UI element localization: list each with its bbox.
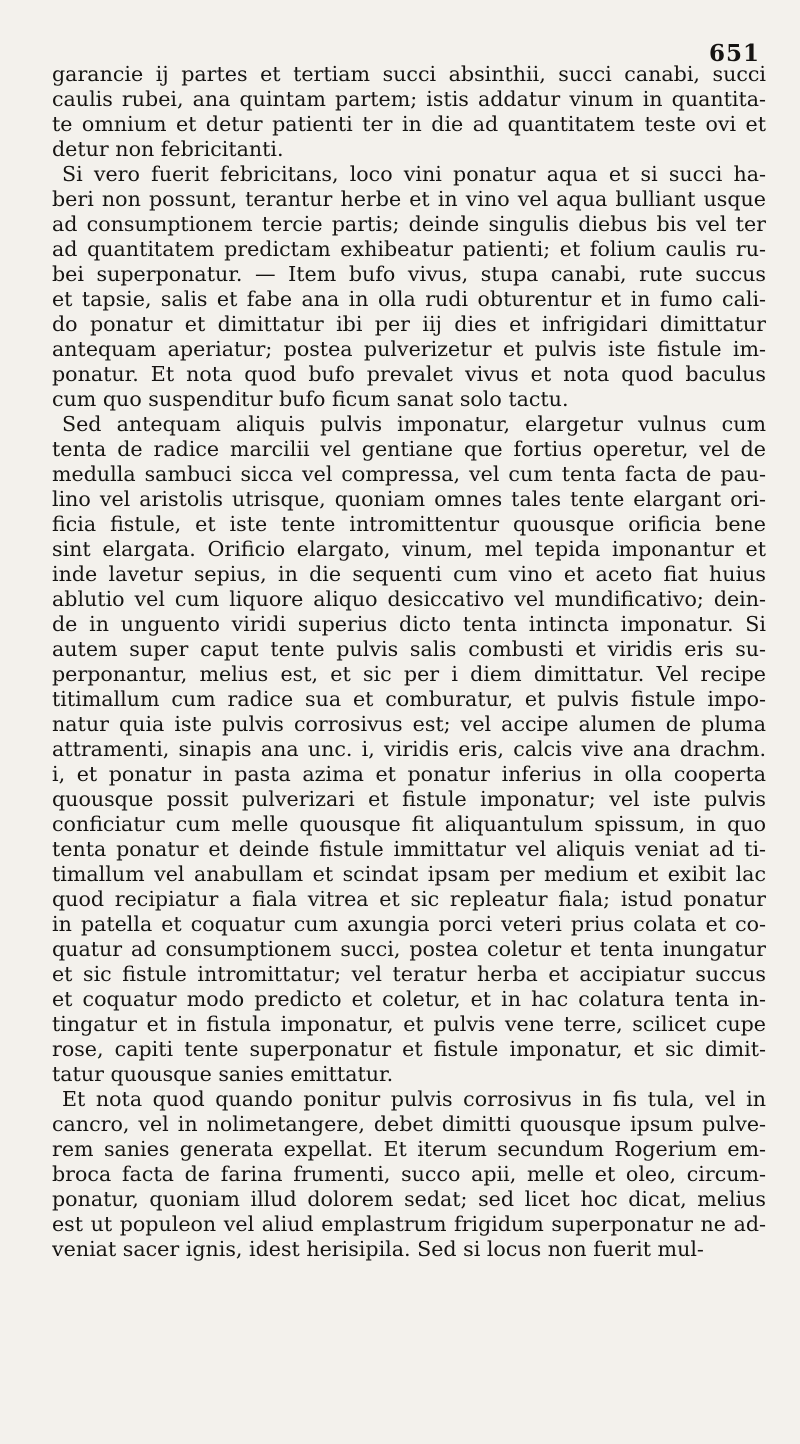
text-line: tenta ponatur et deinde fistule immittatur vel aliquis veniat ad ti- [52,837,766,861]
text-line: est ut populeon vel aliud emplastrum frigidum superponatur ne ad- [52,1212,766,1236]
text-line: Sed antequam aliquis pulvis imponatur, elargetur vulnus cum [62,412,766,436]
paragraph [52,162,766,412]
text-line: tatur quousque sanies emittatur. [52,1062,394,1086]
text-line: quousque possit pulverizari et fistule imponatur; vel iste pulvis [52,787,766,811]
text-line: titimallum cum radice sua et comburatur, et pulvis fistule impo- [52,687,766,711]
text-line: i, et ponatur in pasta azima et ponatur inferius in olla cooperta [52,762,766,786]
text-line: quod recipiatur a fiala vitrea et sic repleatur fiala; istud ponatur [52,887,766,911]
text-line: inde lavetur sepius, in die sequenti cum vino et aceto fiat huius [52,562,766,586]
text-line: detur non febricitanti. [52,137,284,161]
text-line: et tapsie, salis et fabe ana in olla rudi obturentur et in fumo cali- [52,287,766,311]
text-line: sint elargata. Orificio elargato, vinum, mel tepida imponantur et [52,537,766,561]
text-line: caulis rubei, ana quintam partem; istis addatur vinum in quantita- [52,87,766,111]
text-line: beri non possunt, terantur herbe et in vino vel aqua bulliant usque [52,187,766,211]
text-line: natur quia iste pulvis corrosivus est; vel accipe alumen de pluma [52,712,766,736]
text-line: perponantur, melius est, et sic per i diem dimittatur. Vel recipe [52,662,766,686]
text-line: antequam aperiatur; postea pulverizetur et pulvis iste fistule im- [52,337,766,361]
text-line: garancie ij partes et tertiam succi absinthii, succi canabi, succi [52,62,766,86]
text-line: medulla sambuci sicca vel compressa, vel cum tenta facta de pau- [52,462,766,486]
text-line: lino vel aristolis utrisque, quoniam omnes tales tente elargant ori- [52,487,766,511]
text-line: tingatur et in fistula imponatur, et pulvis vene terre, scilicet cupe [52,1012,766,1036]
paragraph [52,1087,766,1262]
text-line: quatur ad consumptionem succi, postea coletur et tenta inungatur [52,937,766,961]
paragraph [52,412,766,1087]
text-line: Et nota quod quando ponitur pulvis corrosivus in fis tula, vel in [62,1087,766,1111]
text-line: do ponatur et dimittatur ibi per iij dies et infrigidari dimittatur [52,312,766,336]
text-line: Si vero fuerit febricitans, loco vini ponatur aqua et si succi ha- [62,162,766,186]
text-line: ponatur, quoniam illud dolorem sedat; sed licet hoc dicat, melius [52,1187,766,1211]
text-line: ad consumptionem tercie partis; deinde singulis diebus bis vel ter [52,212,766,236]
text-line: et coquatur modo predicto et coletur, et in hac colatura tenta in- [52,987,766,1011]
text-line: de in unguento viridi superius dicto tenta intincta imponatur. Si [52,612,766,636]
text-line: tenta de radice marcilii vel gentiane que fortius operetur, vel de [52,437,766,461]
text-line: bei superponatur. — Item bufo vivus, stupa canabi, rute succus [52,262,766,286]
body-text [52,62,766,1262]
text-line: attramenti, sinapis ana unc. i, viridis eris, calcis vive ana drachm. [52,737,766,761]
text-line: te omnium et detur patienti ter in die ad quantitatem teste ovi et [52,112,766,136]
text-line: ficia fistule, et iste tente intromittentur quousque orificia bene [52,512,766,536]
text-line: rem sanies generata expellat. Et iterum secundum Rogerium em- [52,1137,766,1161]
text-line: veniat sacer ignis, idest herisipila. Sed si locus non fuerit mul- [52,1237,704,1261]
text-line: ad quantitatem predictam exhibeatur patienti; et folium caulis ru- [52,237,766,261]
text-line: autem super caput tente pulvis salis combusti et viridis eris su- [52,637,766,661]
text-line: broca facta de farina frumenti, succo apii, melle et oleo, circum- [52,1162,766,1186]
text-line: ponatur. Et nota quod bufo prevalet vivus et nota quod baculus [52,362,766,386]
page-number: 651 [708,40,760,67]
text-line: ablutio vel cum liquore aliquo desiccativo vel mundificativo; dein- [52,587,766,611]
text-line: rose, capiti tente superponatur et fistule imponatur, et sic dimit- [52,1037,766,1061]
text-line: conficiatur cum melle quousque fit aliquantulum spissum, in quo [52,812,766,836]
text-line: et sic fistule intromittatur; vel teratur herba et accipiatur succus [52,962,766,986]
text-line: cancro, vel in nolimetangere, debet dimitti quousque ipsum pulve- [52,1112,766,1136]
text-line: timallum vel anabullam et scindat ipsam per medium et exibit lac [52,862,766,886]
paragraph [52,62,766,162]
text-line: cum quo suspenditur bufo ficum sanat solo tactu. [52,387,569,411]
text-line: in patella et coquatur cum axungia porci veteri prius colata et co- [52,912,766,936]
